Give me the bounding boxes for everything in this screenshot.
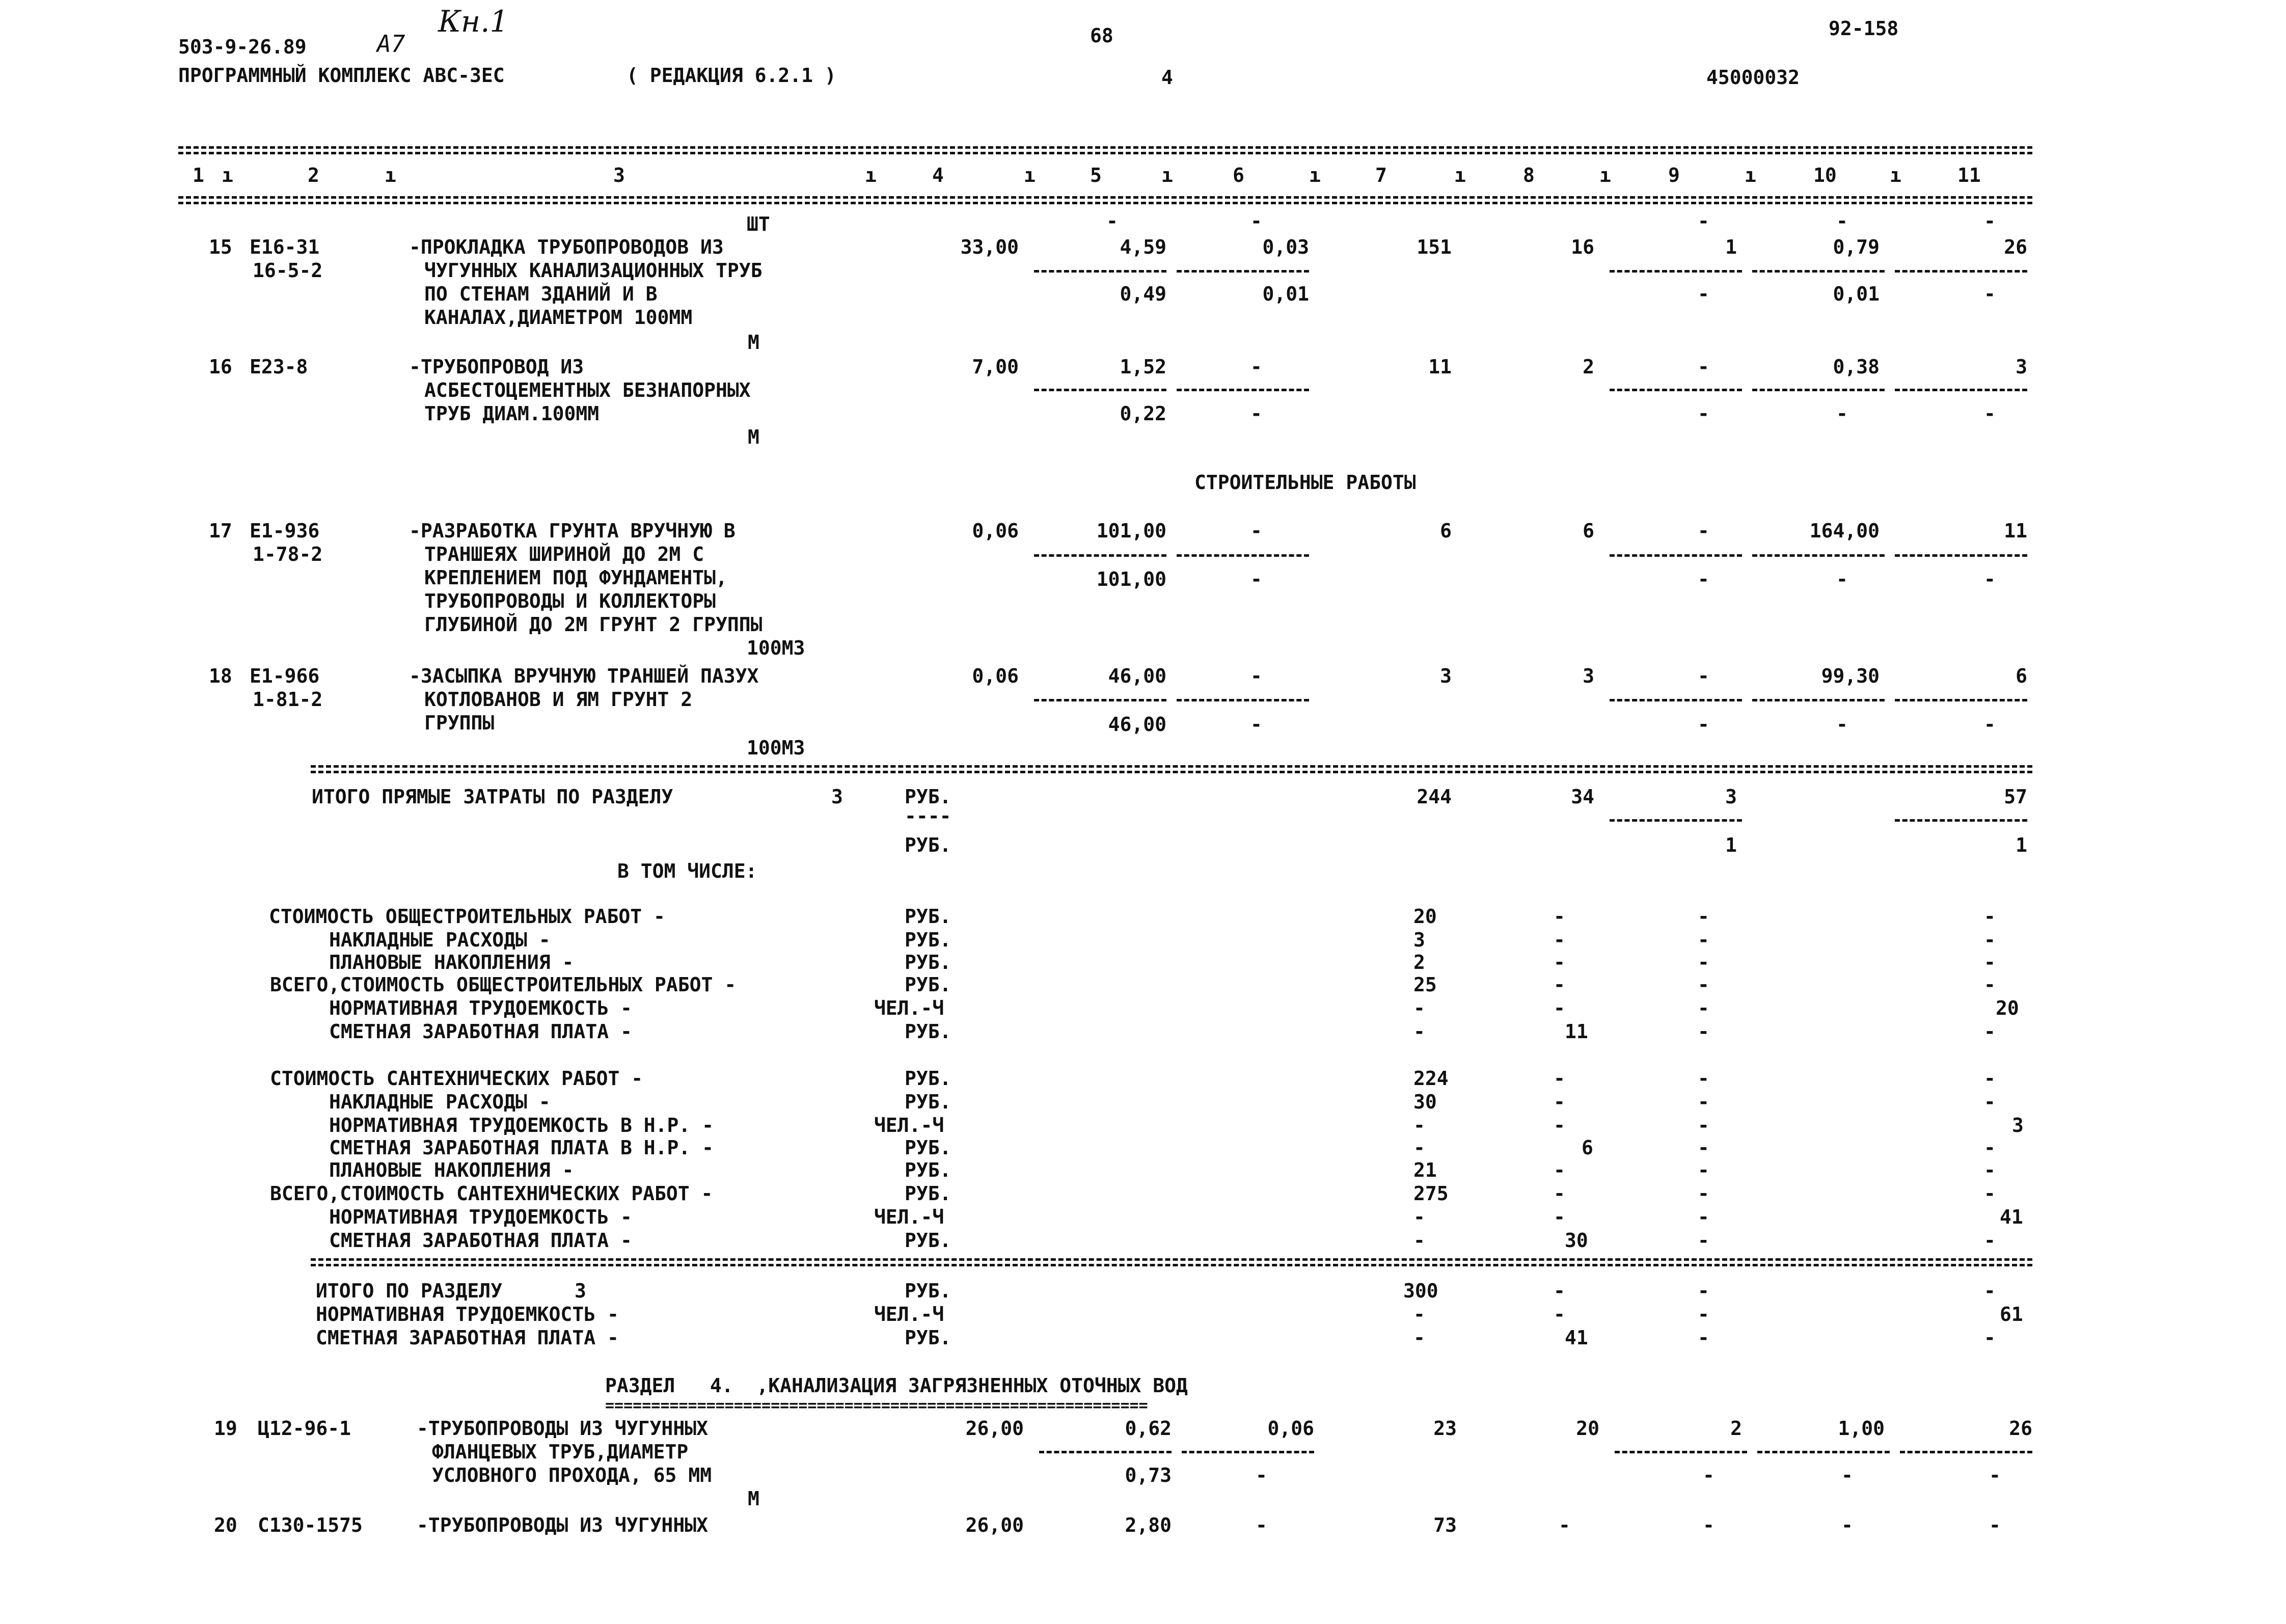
program-name: ПРОГРАММНЫЙ КОМПЛЕКС АВС-ЗЕС [178,64,505,87]
col-sep: ı [1161,164,1173,186]
cell-c10b: - [1836,402,1848,425]
cell-c9: - [1703,1514,1715,1536]
divider [1895,389,2027,391]
value-c8: - [1554,1280,1565,1302]
cell-c6: 0,06 [1267,1417,1314,1440]
cell-c5: 101,00 [1096,520,1166,542]
cell-c5b: 0,73 [1125,1464,1172,1486]
value-c8: - [1554,1303,1565,1325]
value-c9: - [1698,997,1709,1019]
value-c7: 3 [1413,929,1425,951]
value-c7: - [1413,997,1425,1019]
header-rule-top [178,146,2032,154]
value-c11: - [1984,1159,1996,1181]
value-c11: - [1984,951,1996,973]
rate-code-2: 16-5-2 [253,259,323,282]
work-description: ТРУБОПРОВОДЫ И КОЛЛЕКТОРЫ [424,590,716,612]
cell-c10: 164,00 [1809,520,1880,542]
value-c8: - [1554,905,1565,928]
work-description: ФЛАНЦЕВЫХ ТРУБ,ДИАМЕТР [432,1441,689,1463]
value-c7: 224 [1413,1067,1449,1090]
value-c8: - [1554,929,1565,951]
cell-c8: 6 [1583,520,1594,542]
value-c11: - [1984,1091,1996,1113]
unit-label: ШТ [747,213,770,235]
work-description: -ТРУБОПРОВОДЫ ИЗ ЧУГУННЫХ [417,1417,708,1440]
breakdown-label: СМЕТНАЯ ЗАРАБОТНАЯ ПЛАТА - [329,1229,632,1252]
cell-c10b: - [1841,1464,1853,1486]
work-description: -РАЗРАБОТКА ГРУНТА ВРУЧНУЮ В [409,520,736,542]
col-sep: ı [1024,164,1036,186]
cell-c9b: - [1698,283,1709,305]
col-header-2: 2 [308,164,319,186]
col-sep: ı [1309,164,1321,186]
divider [1895,819,2027,822]
work-description: -ТРУБОПРОВОД ИЗ [409,356,584,378]
rate-code: Е1-966 [250,665,320,687]
header-rule-bottom [178,196,2032,204]
quantity: 0,06 [972,665,1019,687]
value-c8: 41 [1565,1327,1588,1349]
cell-c8: - [1559,1514,1570,1536]
cell-c11: 11 [2004,520,2027,542]
cell-c10: 0,38 [1833,356,1880,378]
value-c8: 6 [1582,1136,1593,1159]
cell-c7: 23 [1433,1417,1457,1440]
cell-c11b: - [1984,713,1996,736]
tick-mark: - [1250,210,1262,232]
cell-c6: - [1250,520,1262,542]
quantity: 26,00 [965,1417,1024,1440]
value-c9: - [1698,1020,1709,1043]
value-c8: - [1554,1067,1565,1090]
quantity: 26,00 [965,1514,1024,1536]
cell-c11b: - [1984,568,1996,590]
cell-c5: 46,00 [1108,665,1166,687]
unit-label: М [748,426,759,448]
cell-c9: 2 [1730,1417,1742,1440]
col-header-11: 11 [1957,164,1981,186]
unit-label: РУБ. [905,1136,951,1159]
unit-label: ЧЕЛ.-Ч [874,997,944,1019]
direct-costs-label: ИТОГО ПРЯМЫЕ ЗАТРАТЫ ПО РАЗДЕЛУ [312,786,673,808]
section-total-label: НОРМАТИВНАЯ ТРУДОЕМКОСТЬ - [316,1303,619,1325]
rate-code: Е16-31 [250,236,320,258]
value-c7: - [1413,1114,1425,1136]
unit-label: РУБ. [905,1091,951,1113]
value-c9: - [1698,1114,1709,1136]
value-c7: - [1413,1206,1425,1228]
value-c7: 25 [1413,973,1437,996]
cell-c11: 26 [2004,236,2027,258]
cell-c7: 11 [1428,356,1452,378]
cell-c11b: - [1984,283,1996,305]
col-header-9: 9 [1668,164,1680,186]
divider [1177,270,1309,273]
cell-c5: 1,52 [1120,356,1166,378]
cell-c5: 0,62 [1125,1417,1172,1440]
total-c9b: 1 [1725,834,1737,856]
cell-c6b: - [1250,568,1262,590]
cell-c6b: 0,01 [1262,283,1309,305]
unit-label: РУБ. [905,834,951,856]
unit-label: РУБ. [905,1067,951,1090]
cell-c10b: - [1836,713,1848,736]
value-c8: - [1554,997,1565,1019]
value-c9: - [1698,929,1709,951]
value-c7: 21 [1413,1159,1437,1181]
cell-c7: 151 [1417,236,1452,258]
cell-c5b: 0,49 [1120,283,1166,305]
value-c9: - [1698,1067,1709,1090]
value-c8: - [1554,1206,1565,1228]
total-c8: 34 [1571,786,1594,808]
value-c9: - [1698,905,1709,928]
value-c9: - [1698,1091,1709,1113]
cell-c5b: 101,00 [1096,568,1166,590]
work-description: ГРУППЫ [424,712,495,734]
divider [1610,389,1742,391]
unit-label: РУБ. [905,1280,951,1302]
work-description: ТРУБ ДИАМ.100ММ [424,402,600,425]
work-description: ТРАНШЕЯХ ШИРИНОЙ ДО 2М С [424,543,704,565]
cell-c11b: - [1989,1464,2001,1486]
quantity: 7,00 [972,356,1019,378]
cell-c11: 26 [2009,1417,2032,1440]
cell-c11: 3 [2016,356,2027,378]
section-4-underline: =========================================================== [605,1397,1148,1415]
divider [1895,270,2027,273]
value-c7: 275 [1413,1182,1449,1205]
value-c7: 20 [1413,905,1437,928]
rate-code-2: 1-81-2 [253,688,323,711]
book-handwritten: Кн.1 [438,4,509,39]
value-c7: - [1413,1327,1425,1349]
value-c8: - [1554,1091,1565,1113]
breakdown-label: СТОИМОСТЬ ОБЩЕСТРОИТЕЛЬНЫХ РАБОТ - [269,905,665,928]
col-sep: ı [865,164,877,186]
cell-c8: 2 [1583,356,1594,378]
cell-c6: - [1250,356,1262,378]
divider [1610,270,1742,273]
col-sep: ı [1599,164,1611,186]
divider [1610,699,1742,701]
section-total-rule [311,1258,2032,1266]
work-description: КОТЛОВАНОВ И ЯМ ГРУНТ 2 [424,688,693,711]
cell-c9b: - [1698,713,1709,736]
value-c11: 41 [2000,1206,2023,1228]
edition: ( РЕДАКЦИЯ 6.2.1 ) [627,64,836,87]
quantity: 0,06 [972,520,1019,542]
breakdown-label: НАКЛАДНЫЕ РАСХОДЫ - [329,1091,551,1113]
quantity: 33,00 [960,236,1019,258]
value-c11: 61 [2000,1303,2023,1325]
rate-code: Е1-936 [250,520,320,542]
cell-c6: - [1250,665,1262,687]
cell-c5b: 46,00 [1108,713,1166,736]
unit-label: РУБ. [905,1182,951,1205]
direct-costs-section: 3 [831,786,843,808]
divider [1615,1451,1747,1453]
col-sep: ı [222,164,233,186]
divider [1610,819,1742,822]
rate-code: Ц12-96-1 [258,1417,351,1440]
breakdown-label: СМЕТНАЯ ЗАРАБОТНАЯ ПЛАТА - [329,1020,632,1043]
value-c9: - [1698,1229,1709,1252]
value-c11: - [1984,1136,1996,1159]
cell-c5: 4,59 [1120,236,1166,258]
value-c8: - [1554,1159,1565,1181]
value-c11: 3 [2012,1114,2024,1136]
col-header-1: 1 [193,164,204,186]
value-c11: - [1984,1229,1996,1252]
value-c8: - [1554,1114,1565,1136]
value-c8: - [1554,951,1565,973]
col-sep: ı [1454,164,1466,186]
row-number: 16 [209,356,232,378]
unit-label: РУБ. [905,973,951,996]
value-c11: 20 [1996,997,2019,1019]
divider [1177,699,1309,701]
row-number: 15 [209,236,232,258]
total-c7: 244 [1417,786,1452,808]
value-c11: - [1984,1020,1996,1043]
value-c9: - [1698,1327,1709,1349]
unit-label: РУБ. [905,786,951,808]
breakdown-label: ПЛАНОВЫЕ НАКОПЛЕНИЯ - [329,951,574,973]
value-c9: - [1698,1136,1709,1159]
value-c7: - [1413,1136,1425,1159]
divider [1610,554,1742,557]
value-c11: - [1984,1182,1996,1205]
divider [1752,699,1885,701]
divider [1034,554,1166,557]
value-c7: - [1413,1229,1425,1252]
divider [1177,389,1309,391]
value-c11: - [1984,905,1996,928]
rate-code: С130-1575 [258,1514,363,1536]
divider [1752,389,1885,391]
value-c11: - [1984,1067,1996,1090]
cell-c6: - [1256,1514,1267,1536]
unit-label: РУБ. [905,1020,951,1043]
breakdown-label: НОРМАТИВНАЯ ТРУДОЕМКОСТЬ - [329,1206,632,1228]
value-c7: 300 [1403,1280,1438,1302]
value-c11: - [1984,973,1996,996]
unit-divider: ---- [905,805,951,827]
col-sep: ı [1890,164,1901,186]
unit-label: 100М3 [747,637,805,659]
value-c9: - [1698,1182,1709,1205]
total-c9: 3 [1725,786,1737,808]
cell-c5: 2,80 [1125,1514,1172,1536]
breakdown-label: НОРМАТИВНАЯ ТРУДОЕМКОСТЬ В Н.Р. - [329,1114,714,1136]
row-number: 18 [209,665,232,687]
value-c8: 11 [1565,1020,1588,1043]
col-sep: ı [1745,164,1756,186]
unit-label: РУБ. [905,929,951,951]
total-c11b: 1 [2016,834,2027,856]
section-heading: СТРОИТЕЛЬНЫЕ РАБОТЫ [1194,471,1416,494]
col-header-8: 8 [1523,164,1535,186]
page-number: 68 [1090,24,1113,47]
unit-label: ЧЕЛ.-Ч [874,1114,944,1136]
breakdown-label: НОРМАТИВНАЯ ТРУДОЕМКОСТЬ - [329,997,632,1019]
work-description: АСБЕСТОЦЕМЕНТНЫХ БЕЗНАПОРНЫХ [424,379,751,401]
value-c7: - [1413,1303,1425,1325]
value-c8: - [1554,973,1565,996]
unit-label: ЧЕЛ.-Ч [874,1303,944,1325]
divider [1034,389,1166,391]
row-number: 19 [214,1417,237,1440]
divider [1177,554,1309,557]
work-description: -ТРУБОПРОВОДЫ ИЗ ЧУГУННЫХ [417,1514,708,1536]
divider [1752,554,1885,557]
cell-c11b: - [1984,402,1996,425]
cell-c5b: 0,22 [1120,402,1166,425]
cell-c6b: - [1250,713,1262,736]
unit-label: РУБ. [905,1159,951,1181]
unit-label: М [748,331,759,354]
unit-label: ЧЕЛ.-Ч [874,1206,944,1228]
cell-c10b: - [1836,568,1848,590]
cell-c10: - [1841,1514,1853,1536]
cell-c7: 6 [1440,520,1452,542]
cell-c6: 0,03 [1262,236,1309,258]
including-label: В ТОМ ЧИСЛЕ: [617,860,757,882]
value-c9: - [1698,1206,1709,1228]
col-header-4: 4 [932,164,944,186]
value-c7: - [1413,1020,1425,1043]
cell-c8: 3 [1583,665,1594,687]
work-description: ЧУГУННЫХ КАНАЛИЗАЦИОННЫХ ТРУБ [424,259,763,282]
value-c11: - [1984,1280,1996,1302]
divider [1034,270,1166,273]
divider [1895,554,2027,557]
cell-c11: 6 [2016,665,2027,687]
col-header-7: 7 [1375,164,1387,186]
work-description: -ЗАСЫПКА ВРУЧНУЮ ТРАНШЕЙ ПАЗУХ [409,665,759,687]
divider [1900,1451,2032,1453]
tick-mark: - [1106,210,1118,232]
section-total-label: ИТОГО ПО РАЗДЕЛУ [316,1280,503,1302]
value-c7: 2 [1413,951,1425,973]
cell-c10: 99,30 [1821,665,1880,687]
value-c7: 30 [1413,1091,1437,1113]
value-c11: - [1984,1327,1996,1349]
cell-c7: 73 [1433,1514,1457,1536]
cell-c8: 20 [1576,1417,1599,1440]
cell-c8: 16 [1571,236,1594,258]
breakdown-label: ВСЕГО,СТОИМОСТЬ ОБЩЕСТРОИТЕЛЬНЫХ РАБОТ - [270,973,737,996]
rate-code: Е23-8 [250,356,308,378]
col-sep: ı [385,164,396,186]
work-description: КРЕПЛЕНИЕМ ПОД ФУНДАМЕНТЫ, [424,566,727,589]
divider [1182,1451,1314,1453]
tick-mark: - [1836,210,1848,232]
unit-label: 100М3 [747,737,805,759]
cell-c10: 0,79 [1833,236,1880,258]
unit-label: РУБ. [905,1229,951,1252]
section-4-title: РАЗДЕЛ 4. ,КАНАЛИЗАЦИЯ ЗАГРЯЗНЕННЫХ ОТОЧНЫХ ВОД [605,1374,1188,1397]
work-description: УСЛОВНОГО ПРОХОДА, 65 ММ [432,1464,712,1486]
cell-c9: 1 [1725,236,1737,258]
unit-label: РУБ. [905,905,951,928]
tick-mark: - [1984,210,1996,232]
section-total-label: СМЕТНАЯ ЗАРАБОТНАЯ ПЛАТА - [316,1327,619,1349]
breakdown-label: НАКЛАДНЫЕ РАСХОДЫ - [329,929,551,951]
section-number: 4 [1161,66,1173,89]
totals-rule [311,765,2032,773]
value-c9: - [1698,1159,1709,1181]
divider [1039,1451,1172,1453]
divider [1895,699,2027,701]
breakdown-label: СМЕТНАЯ ЗАРАБОТНАЯ ПЛАТА В Н.Р. - [329,1136,714,1159]
col-header-6: 6 [1233,164,1244,186]
rate-code-2: 1-78-2 [253,543,323,565]
cell-c9b: - [1703,1464,1715,1486]
doc-number: 45000032 [1706,66,1800,89]
col-header-3: 3 [613,164,625,186]
work-description: ГЛУБИНОЙ ДО 2М ГРУНТ 2 ГРУППЫ [424,613,763,636]
album-mark: А7 [377,30,405,58]
section-total-number: 3 [575,1280,586,1302]
breakdown-label: ВСЕГО,СТОИМОСТЬ САНТЕХНИЧЕСКИХ РАБОТ - [270,1182,713,1205]
cell-c9: - [1698,520,1709,542]
divider [1757,1451,1890,1453]
value-c8: - [1554,1182,1565,1205]
cell-c10: 1,00 [1838,1417,1885,1440]
work-description: КАНАЛАХ,ДИАМЕТРОМ 100ММ [424,306,693,329]
row-number: 20 [214,1514,237,1536]
value-c9: - [1698,1280,1709,1302]
col-header-5: 5 [1090,164,1102,186]
cell-c6b: - [1256,1464,1267,1486]
work-description: -ПРОКЛАДКА ТРУБОПРОВОДОВ ИЗ [409,236,724,258]
total-c11: 57 [2004,786,2027,808]
work-description: ПО СТЕНАМ ЗДАНИЙ И В [424,283,658,305]
breakdown-label: СТОИМОСТЬ САНТЕХНИЧЕСКИХ РАБОТ - [270,1067,643,1090]
cell-c9b: - [1698,402,1709,425]
cell-c9: - [1698,665,1709,687]
cell-c9b: - [1698,568,1709,590]
unit-label: РУБ. [905,1327,951,1349]
cell-c9: - [1698,356,1709,378]
value-c9: - [1698,1303,1709,1325]
divider [1752,270,1885,273]
cell-c7: 3 [1440,665,1452,687]
value-c9: - [1698,951,1709,973]
breakdown-label: ПЛАНОВЫЕ НАКОПЛЕНИЯ - [329,1159,574,1181]
value-c11: - [1984,929,1996,951]
value-c9: - [1698,973,1709,996]
cell-c11: - [1989,1514,2001,1536]
doc-code: 503-9-26.89 [178,36,307,58]
cell-c10b: 0,01 [1833,283,1880,305]
tick-mark: - [1698,210,1709,232]
row-number: 17 [209,520,232,542]
cell-c6b: - [1250,402,1262,425]
col-header-10: 10 [1813,164,1837,186]
right-code: 92-158 [1829,17,1899,40]
divider [1034,699,1166,701]
value-c8: 30 [1565,1229,1588,1252]
unit-label: РУБ. [905,951,951,973]
unit-label: М [748,1487,759,1510]
